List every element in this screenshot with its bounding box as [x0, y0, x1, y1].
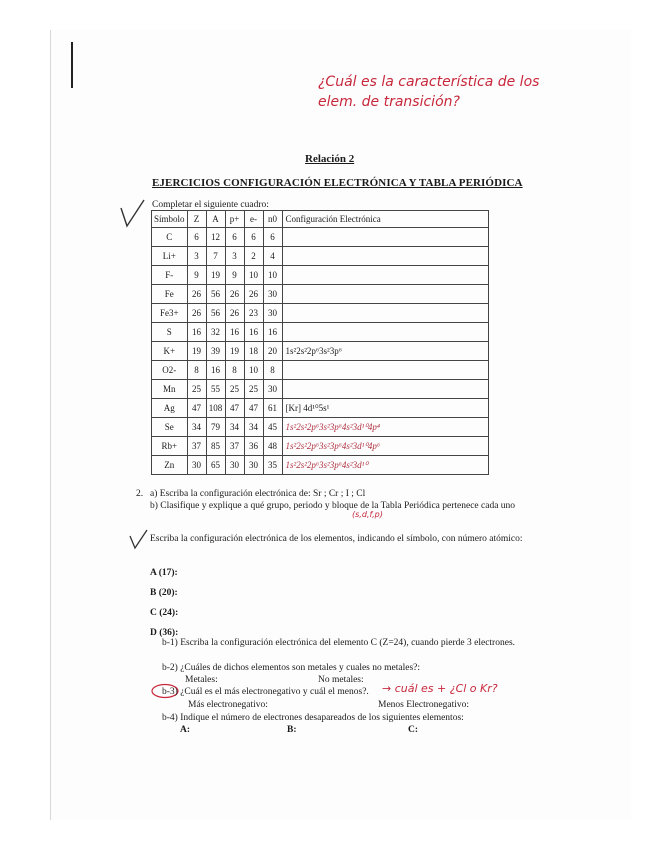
table-row [152, 437, 489, 456]
value-cell: 3 [225, 247, 244, 266]
value-cell: 19 [225, 342, 244, 361]
value-cell: 37 [187, 437, 206, 456]
b4-c: C: [408, 725, 419, 735]
value-cell: 48 [263, 437, 282, 456]
value-cell: 4 [263, 247, 282, 266]
table-header-cell: Z [187, 211, 206, 228]
symbol-cell: F- [152, 266, 188, 285]
table-row [152, 418, 489, 437]
symbol-cell: Se [152, 418, 188, 437]
value-cell: 6 [244, 228, 263, 247]
config-cell [282, 323, 488, 342]
b3-mas: Más electronegativo: [188, 700, 268, 710]
config-cell [282, 285, 488, 304]
table-header-cell: p+ [225, 211, 244, 228]
table-row [152, 266, 489, 285]
value-cell: 12 [206, 228, 225, 247]
b4-text: b-4) Indique el número de electrones desapareados de los siguientes elementos: [162, 713, 464, 723]
b4-b: B: [287, 725, 297, 735]
value-cell: 30 [225, 456, 244, 475]
value-cell: 3 [187, 247, 206, 266]
config-cell [282, 247, 488, 266]
value-cell: 26 [225, 285, 244, 304]
table-header-cell: Símbolo [152, 211, 188, 228]
value-cell: 35 [263, 456, 282, 475]
config-cell: 1s²2s²2p⁶3s²3p⁶4s²3d¹⁰4p⁴ [282, 418, 488, 437]
value-cell: 8 [225, 361, 244, 380]
margin-mark [71, 42, 73, 88]
table-row [152, 361, 489, 380]
symbol-cell: Ag [152, 399, 188, 418]
config-cell: [Kr] 4d¹⁰5s¹ [282, 399, 488, 418]
value-cell: 34 [225, 418, 244, 437]
q2-number: 2. [136, 489, 144, 499]
value-cell: 23 [244, 304, 263, 323]
symbol-cell: Fe3+ [152, 304, 188, 323]
table-row [152, 228, 489, 247]
table-row [152, 342, 489, 361]
value-cell: 10 [244, 361, 263, 380]
value-cell: 26 [187, 304, 206, 323]
value-cell: 7 [206, 247, 225, 266]
table-row [152, 323, 489, 342]
b2-no-metales: No metales: [318, 675, 364, 685]
value-cell: 39 [206, 342, 225, 361]
table-header-cell: n0 [263, 211, 282, 228]
b2-metales: Metales: [185, 675, 218, 685]
config-cell [282, 380, 488, 399]
value-cell: 8 [187, 361, 206, 380]
config-cell [282, 361, 488, 380]
config-cell [282, 304, 488, 323]
config-cell [282, 266, 488, 285]
value-cell: 6 [187, 228, 206, 247]
table-header-cell: Configuración Electrónica [282, 211, 488, 228]
table-row [152, 380, 489, 399]
symbol-cell: Mn [152, 380, 188, 399]
q2-a: a) Escriba la configuración electrónica de: Sr ; Cr ; I ; Cl [150, 489, 366, 499]
value-cell: 25 [187, 380, 206, 399]
q2-handwritten-note: (s,d,f,p) [352, 510, 383, 519]
b1-text: b-1) Escriba la configuración electrónica del elemento C (Z=24), cuando pierde 3 electrones. [162, 638, 516, 648]
value-cell: 25 [244, 380, 263, 399]
config-cell: 1s²2s²2p⁶3s²3p⁶4s²3d¹⁰ [282, 456, 488, 475]
symbol-cell: K+ [152, 342, 188, 361]
value-cell: 19 [187, 342, 206, 361]
value-cell: 56 [206, 285, 225, 304]
b4-a: A: [180, 725, 191, 735]
value-cell: 16 [206, 361, 225, 380]
q3-text: Escriba la configuración electrónica de los elementos, indicando el símbolo, con número atómico: [150, 534, 523, 544]
value-cell: 30 [263, 380, 282, 399]
value-cell: 6 [263, 228, 282, 247]
b3-menos: Menos Electronegativo: [378, 700, 470, 710]
value-cell: 55 [206, 380, 225, 399]
value-cell: 61 [263, 399, 282, 418]
symbol-cell: Fe [152, 285, 188, 304]
value-cell: 16 [244, 323, 263, 342]
value-cell: 45 [263, 418, 282, 437]
q3-item-d: D (36): [150, 628, 179, 638]
table-header-cell: e- [244, 211, 263, 228]
table-header-cell: A [206, 211, 225, 228]
value-cell: 26 [187, 285, 206, 304]
page-heading: EJERCICIOS CONFIGURACIÓN ELECTRÓNICA Y TABLA PERIÓDICA [152, 177, 523, 189]
q1-prompt: Completar el siguiente cuadro: [152, 200, 269, 210]
value-cell: 85 [206, 437, 225, 456]
value-cell: 30 [263, 304, 282, 323]
check-icon [118, 198, 148, 230]
value-cell: 9 [187, 266, 206, 285]
symbol-cell: S [152, 323, 188, 342]
symbol-cell: Rb+ [152, 437, 188, 456]
value-cell: 30 [187, 456, 206, 475]
value-cell: 8 [263, 361, 282, 380]
q2-b: b) Clasifique y explique a qué grupo, periodo y bloque de la Tabla Periódica pertenece cada uno [150, 501, 516, 511]
value-cell: 32 [206, 323, 225, 342]
table-row [152, 247, 489, 266]
value-cell: 9 [225, 266, 244, 285]
handwritten-note: ¿Cuál es la característica de los elem. de transición? [318, 74, 540, 110]
value-cell: 6 [225, 228, 244, 247]
value-cell: 34 [187, 418, 206, 437]
value-cell: 30 [263, 285, 282, 304]
value-cell: 79 [206, 418, 225, 437]
table-row [152, 456, 489, 475]
value-cell: 16 [187, 323, 206, 342]
value-cell: 2 [244, 247, 263, 266]
check-icon [128, 528, 150, 552]
value-cell: 34 [244, 418, 263, 437]
value-cell: 47 [187, 399, 206, 418]
symbol-cell: C [152, 228, 188, 247]
value-cell: 10 [244, 266, 263, 285]
b2-text: b-2) ¿Cuáles de dichos elementos son metales y cuales no metales?: [162, 663, 421, 673]
value-cell: 16 [225, 323, 244, 342]
value-cell: 19 [206, 266, 225, 285]
b3-text: b-3) ¿Cuál es el más electronegativo y cuál el menos?. [162, 687, 369, 697]
table-row [152, 304, 489, 323]
value-cell: 36 [244, 437, 263, 456]
value-cell: 20 [263, 342, 282, 361]
table-row [152, 399, 489, 418]
value-cell: 56 [206, 304, 225, 323]
q3-item-c: C (24): [150, 608, 179, 618]
symbol-cell: Zn [152, 456, 188, 475]
value-cell: 18 [244, 342, 263, 361]
config-cell: 1s²2s²2p⁶3s²3p⁶4s²3d¹⁰4p⁶ [282, 437, 488, 456]
b3-handwritten-note: → cuál es + ¿Cl o Kr? [382, 682, 498, 695]
value-cell: 30 [244, 456, 263, 475]
value-cell: 10 [263, 266, 282, 285]
value-cell: 65 [206, 456, 225, 475]
value-cell: 26 [225, 304, 244, 323]
value-cell: 47 [225, 399, 244, 418]
q3-item-a: A (17): [150, 568, 178, 578]
value-cell: 25 [225, 380, 244, 399]
value-cell: 108 [206, 399, 225, 418]
relacion-title: Relación 2 [305, 153, 355, 165]
value-cell: 37 [225, 437, 244, 456]
value-cell: 16 [263, 323, 282, 342]
q3-item-b: B (20): [150, 588, 178, 598]
config-table [151, 210, 489, 475]
symbol-cell: O2- [152, 361, 188, 380]
value-cell: 47 [244, 399, 263, 418]
config-cell [282, 228, 488, 247]
value-cell: 26 [244, 285, 263, 304]
symbol-cell: Li+ [152, 247, 188, 266]
table-row [152, 285, 489, 304]
config-cell: 1s²2s²2p⁶3s²3p⁶ [282, 342, 488, 361]
